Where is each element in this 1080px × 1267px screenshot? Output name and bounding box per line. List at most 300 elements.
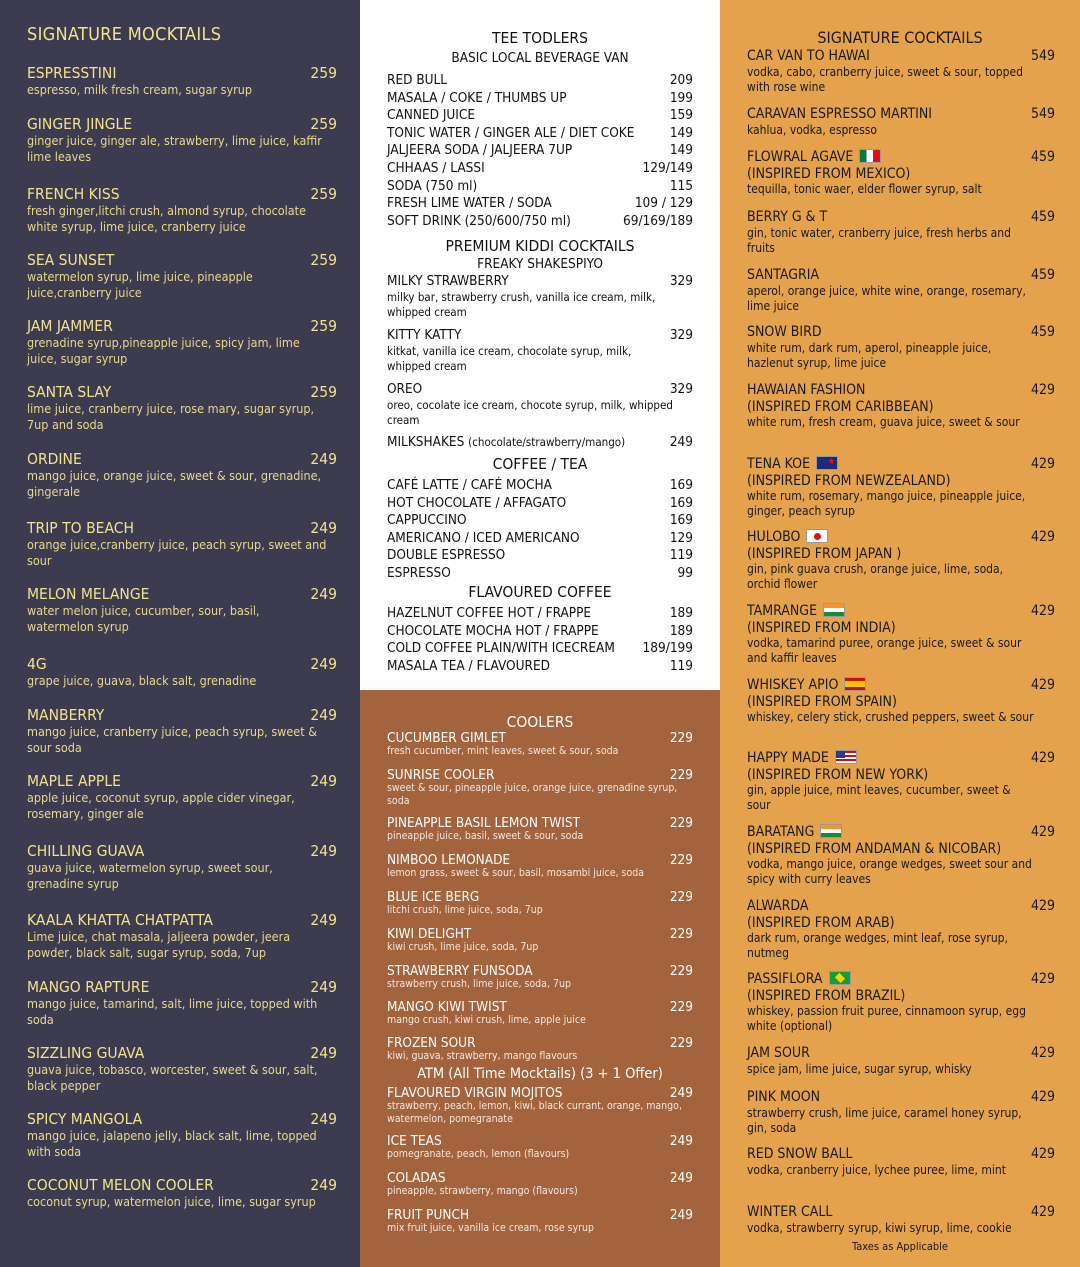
mocktail-price: 249 — [310, 1176, 337, 1194]
cooler-desc: pineapple juice, basil, sweet & sour, soda — [387, 830, 584, 842]
mocktail-price: 259 — [310, 251, 337, 269]
cooler-price: 229 — [669, 1035, 693, 1051]
coffee-price: 99 — [677, 565, 693, 581]
flavoured-coffee-row — [387, 605, 693, 622]
coffee-name: ESPRESSO — [387, 565, 451, 581]
mocktail-item — [27, 911, 337, 961]
cocktail-desc: whiskey, passion fruit puree, cinnamoon syrup, egg white (optional) — [747, 1004, 1026, 1033]
beverage-name: CHHAAS / LASSI — [387, 160, 485, 176]
shake-price: 329 — [669, 381, 693, 397]
cocktail-name-line — [747, 677, 1055, 694]
beverage-name: TONIC WATER / GINGER ALE / DIET COKE — [387, 124, 635, 141]
cooler-desc: kiwi crush, lime juice, soda, 7up — [387, 941, 539, 953]
cocktail-name-line — [747, 824, 1055, 841]
beverage-row — [387, 90, 693, 107]
mocktail-name: GINGER JINGLE — [27, 115, 133, 133]
mocktails-panel — [0, 0, 360, 1267]
atm-name: FLAVOURED VIRGIN MOJITOS — [387, 1085, 563, 1101]
cocktail-desc: tequilla, tonic waer, elder flower syrup, salt — [747, 182, 982, 196]
cocktail-item — [747, 209, 1055, 256]
cocktail-name: HULOBO — [747, 529, 801, 545]
cocktail-desc: white rum, fresh cream, guava juice, sweet & sour — [747, 415, 1020, 429]
cocktail-item — [747, 48, 1055, 95]
cocktail-name: BARATANG — [747, 824, 815, 840]
shake-price: 329 — [669, 273, 693, 289]
beverage-row — [387, 195, 693, 212]
cocktail-desc: whiskey, celery stick, crushed peppers, sweet & sour — [747, 710, 1034, 724]
beverage-name: JALJEERA SODA / JALJEERA 7UP — [387, 142, 573, 159]
cocktail-name: SNOW BIRD — [747, 324, 822, 340]
mocktail-name: SEA SUNSET — [27, 251, 115, 269]
cocktail-price: 459 — [1030, 149, 1055, 165]
mocktail-price: 249 — [310, 585, 337, 603]
cocktail-item — [747, 1045, 1055, 1077]
jp-flag-icon — [806, 529, 828, 543]
mocktail-price: 259 — [310, 115, 337, 133]
mocktail-item — [27, 383, 337, 433]
cocktail-price: 459 — [1030, 267, 1055, 283]
flavoured-coffee-row — [387, 640, 693, 657]
flavoured-coffee-row — [387, 658, 693, 675]
cocktail-name-line — [747, 267, 1055, 284]
shakes-title: FREAKY SHAKESPIYO — [477, 256, 603, 272]
beverage-row — [387, 72, 693, 89]
cocktail-name-line — [747, 529, 1055, 546]
cocktail-name-line — [747, 324, 1055, 341]
mocktail-price: 249 — [310, 655, 337, 673]
mocktail-item — [27, 450, 337, 500]
atm-name: FRUIT PUNCH — [387, 1207, 470, 1223]
mocktail-price: 259 — [310, 317, 337, 335]
mocktail-price: 259 — [310, 383, 337, 401]
mocktail-item — [27, 772, 337, 822]
cocktail-desc: gin, pink guava crush, orange juice, lime, soda, orchid flower — [747, 562, 1004, 591]
cocktail-name: BERRY G & T — [747, 209, 828, 225]
cocktail-price: 429 — [1030, 750, 1055, 766]
cocktail-item — [747, 971, 1055, 1034]
beverage-name: FRESH LIME WATER / SODA — [387, 195, 552, 212]
cocktail-inspired: (INSPIRED FROM BRAZIL) — [747, 987, 906, 1004]
mocktail-price: 249 — [310, 842, 337, 860]
flavoured-coffee-name: COLD COFFEE PLAIN/WITH ICECREAM — [387, 640, 615, 657]
mocktail-desc: lime juice, cranberry juice, rose mary, sugar syrup, 7up and soda — [27, 401, 315, 432]
cocktail-price: 459 — [1030, 324, 1055, 340]
beverage-price: 129/149 — [642, 160, 693, 176]
mocktail-desc: Lime juice, chat masala, jaljeera powder, jeera powder, black salt, sugar syrup, soda, 7up — [27, 929, 291, 960]
cooler-desc: strawberry crush, lime juice, soda, 7up — [387, 978, 571, 990]
atm-desc: pomegranate, peach, lemon (flavours) — [387, 1148, 570, 1160]
mocktail-desc: watermelon syrup, lime juice, pineapple juice,cranberry juice — [27, 269, 253, 300]
cocktail-item — [747, 898, 1055, 961]
cocktail-price: 429 — [1030, 1204, 1055, 1220]
mocktail-item — [27, 519, 337, 569]
cooler-price: 229 — [669, 963, 693, 979]
in-flag-icon — [820, 824, 842, 838]
mocktail-item — [27, 655, 337, 689]
mocktail-item — [27, 706, 337, 756]
coffee-title: COFFEE / TEA — [492, 455, 588, 473]
cooler-name: CUCUMBER GIMLET — [387, 730, 506, 746]
mocktail-item — [27, 251, 337, 301]
beverage-price: 209 — [669, 72, 693, 88]
cocktail-desc: gin, apple juice, mint leaves, cucumber, sweet & sour — [747, 783, 1011, 812]
cocktail-price: 429 — [1030, 1146, 1055, 1162]
mocktail-item — [27, 842, 337, 892]
coffee-name: AMERICANO / ICED AMERICANO — [387, 529, 580, 546]
cocktail-desc: vodka, mango juice, orange wedges, sweet sour and spicy with curry leaves — [747, 857, 1032, 886]
mocktail-item — [27, 978, 337, 1028]
flavoured-coffee-name: HAZELNUT COFFEE HOT / FRAPPE — [387, 605, 592, 621]
cocktail-desc: gin, tonic water, cranberry juice, fresh herbs and fruits — [747, 225, 1011, 255]
shake-desc: kitkat, vanilla ice cream, chocolate syrup, milk, whipped cream — [387, 344, 632, 373]
coffee-price: 169 — [669, 494, 693, 511]
mocktail-item — [27, 585, 337, 635]
coffee-name: DOUBLE ESPRESSO — [387, 547, 506, 564]
coffee-name: CAPPUCCINO — [387, 512, 467, 529]
mocktail-name: ESPRESSTINI — [27, 64, 117, 82]
cocktail-desc: white rum, dark rum, aperol, pineapple juice, hazlenut syrup, lime juice — [747, 340, 992, 370]
atm-name: ICE TEAS — [387, 1133, 442, 1149]
mocktail-name: KAALA KHATTA CHATPATTA — [27, 911, 213, 929]
cocktail-name: PASSIFLORA — [747, 971, 823, 987]
cocktail-desc: vodka, cranberry juice, lychee puree, lime, mint — [747, 1162, 1006, 1177]
coffee-row — [387, 547, 693, 564]
mocktail-name: MANGO RAPTURE — [27, 978, 150, 996]
mocktail-desc: mango juice, cranberry juice, peach syrup, sweet & sour soda — [27, 724, 317, 755]
nz-flag-icon — [816, 456, 838, 470]
mocktail-name: COCONUT MELON COOLER — [27, 1176, 214, 1194]
cocktail-inspired: (INSPIRED FROM JAPAN ) — [747, 545, 902, 562]
cooler-price: 229 — [669, 852, 693, 868]
beverage-name: RED BULL — [387, 72, 448, 88]
beverage-price: 149 — [669, 124, 693, 141]
beverage-row — [387, 142, 693, 159]
flavoured-coffee-price: 189/199 — [642, 640, 693, 657]
mocktail-desc: guava juice, watermelon syrup, sweet sour, grenadine syrup — [27, 860, 273, 891]
flavoured-coffee-price: 119 — [669, 657, 693, 674]
mocktail-price: 249 — [310, 772, 337, 790]
shake-row — [387, 381, 693, 398]
shake-desc: milky bar, strawberry crush, vanilla ice cream, milk, whipped cream — [387, 290, 656, 319]
cocktail-inspired: (INSPIRED FROM INDIA) — [747, 619, 896, 636]
atm-desc: mix fruit juice, vanilla ice cream, rose syrup — [387, 1222, 595, 1234]
coffee-price: 169 — [669, 477, 693, 493]
coffee-name: CAFÉ LATTE / CAFÉ MOCHA — [387, 477, 552, 493]
mocktail-name: CHILLING GUAVA — [27, 842, 145, 860]
beverages-panel — [360, 0, 720, 690]
beverage-row — [387, 160, 693, 177]
mocktail-desc: grenadine syrup,pineapple juice, spicy jam, lime juice, sugar syrup — [27, 335, 300, 366]
mocktail-desc: mango juice, jalapeno jelly, black salt, lime, topped with soda — [27, 1128, 317, 1159]
mocktail-desc: grape juice, guava, black salt, grenadine — [27, 673, 257, 688]
coffee-price: 129 — [669, 529, 693, 546]
cocktail-item — [747, 824, 1055, 887]
shake-name: KITTY KATTY — [387, 327, 462, 343]
milkshakes-price: 249 — [669, 434, 693, 450]
beverage-row — [387, 213, 693, 230]
cocktail-name-line — [747, 898, 1055, 915]
cocktail-price: 429 — [1030, 382, 1055, 398]
cocktail-desc: spice jam, lime juice, sugar syrup, whisky — [747, 1061, 972, 1076]
cocktail-price: 429 — [1030, 824, 1055, 840]
cocktail-name: SANTAGRIA — [747, 267, 820, 283]
cocktail-inspired: (INSPIRED FROM SPAIN) — [747, 693, 897, 710]
cocktail-item — [747, 456, 1055, 519]
mocktail-price: 249 — [310, 450, 337, 468]
cocktail-name-line — [747, 1089, 1055, 1106]
mocktail-price: 249 — [310, 978, 337, 996]
cooler-desc: sweet & sour, pineapple juice, orange juice, grenadine syrup, soda — [387, 782, 678, 807]
cooler-desc: kiwi, guava, strawberry, mango flavours — [387, 1050, 578, 1062]
cooler-desc: litchi crush, lime juice, soda, 7up — [387, 904, 543, 916]
atm-title: ATM (All Time Mocktails) (3 + 1 Offer) — [417, 1066, 663, 1082]
flavoured-coffee-row — [387, 623, 693, 640]
coffee-row — [387, 495, 693, 512]
cooler-name: SUNRISE COOLER — [387, 767, 495, 783]
mocktail-price: 259 — [310, 64, 337, 82]
cocktail-name: CARAVAN ESPRESSO MARTINI — [747, 106, 932, 122]
cocktail-inspired: (INSPIRED FROM MEXICO) — [747, 165, 911, 182]
mocktail-name: MANBERRY — [27, 706, 105, 724]
mocktail-item — [27, 1044, 337, 1094]
coffee-row — [387, 512, 693, 529]
cocktail-name-line — [747, 382, 1055, 399]
beverage-price: 199 — [669, 89, 693, 106]
milkshakes-row — [387, 434, 693, 451]
beverage-price: 149 — [669, 142, 693, 159]
mocktail-desc: guava juice, tobasco, worcester, sweet & sour, salt, black pepper — [27, 1062, 318, 1093]
cocktail-price: 459 — [1030, 209, 1055, 225]
flavoured-coffee-price: 189 — [669, 605, 693, 621]
cocktail-name-line — [747, 1204, 1055, 1221]
cocktail-name: JAM SOUR — [747, 1045, 810, 1061]
mocktail-desc: mango juice, tamarind, salt, lime juice, topped with soda — [27, 996, 318, 1027]
mocktail-item — [27, 64, 337, 98]
cocktail-name: TENA KOE — [747, 456, 811, 472]
mocktail-name: 4G — [27, 655, 47, 673]
beverage-price: 159 — [669, 107, 693, 124]
beverage-row — [387, 125, 693, 142]
cooler-price: 229 — [669, 767, 693, 783]
cooler-name: STRAWBERRY FUNSODA — [387, 963, 533, 979]
mocktail-desc: apple juice, coconut syrup, apple cider vinegar, rosemary, ginger ale — [27, 790, 295, 821]
cocktail-name: WINTER CALL — [747, 1204, 833, 1220]
mocktail-item — [27, 1110, 337, 1160]
cocktail-name-line — [747, 149, 1055, 166]
beverage-name: SOFT DRINK (250/600/750 ml) — [387, 212, 571, 229]
cocktail-desc: white rum, rosemary, mango juice, pineapple juice, ginger, peach syrup — [747, 489, 1026, 518]
atm-price: 249 — [669, 1133, 693, 1149]
mocktail-name: FRENCH KISS — [27, 185, 120, 203]
cocktail-price: 429 — [1030, 898, 1055, 914]
cocktail-desc: aperol, orange juice, white wine, orange, rosemary, lime juice — [747, 283, 1026, 313]
cocktail-item — [747, 1146, 1055, 1178]
kiddi-title: PREMIUM KIDDI COCKTAILS — [445, 237, 635, 255]
mocktail-item — [27, 115, 337, 165]
cooler-desc: fresh cucumber, mint leaves, sweet & sour, soda — [387, 745, 619, 757]
cocktail-item — [747, 149, 1055, 197]
beverage-price: 69/169/189 — [623, 212, 693, 229]
cocktail-name-line — [747, 603, 1055, 620]
mocktail-name: SPICY MANGOLA — [27, 1110, 143, 1128]
cocktail-item — [747, 529, 1055, 592]
cocktail-inspired: (INSPIRED FROM ARAB) — [747, 914, 895, 931]
beverage-row — [387, 107, 693, 124]
cocktail-price: 549 — [1030, 106, 1055, 122]
mocktail-desc: orange juice,cranberry juice, peach syrup, sweet and sour — [27, 537, 327, 568]
cocktail-item — [747, 1089, 1055, 1136]
coffee-name: HOT CHOCOLATE / AFFAGATO — [387, 494, 567, 511]
cooler-desc: lemon grass, sweet & sour, basil, mosambi juice, soda — [387, 867, 645, 879]
cocktail-item — [747, 1204, 1055, 1236]
cocktail-price: 429 — [1030, 971, 1055, 987]
cooler-name: BLUE ICE BERG — [387, 889, 480, 905]
mocktail-item — [27, 1176, 337, 1210]
atm-price: 249 — [669, 1170, 693, 1186]
cooler-name: MANGO KIWI TWIST — [387, 999, 507, 1015]
cocktail-name: HAPPY MADE — [747, 750, 829, 766]
in-flag-icon — [823, 603, 845, 617]
cocktail-price: 549 — [1030, 48, 1055, 64]
cooler-desc: mango crush, kiwi crush, lime, apple juice — [387, 1014, 586, 1026]
atm-price: 249 — [669, 1207, 693, 1223]
cocktail-name-line — [747, 48, 1055, 65]
cocktail-desc: vodka, strawberry syrup, kiwi syrup, lime, cookie — [747, 1220, 1012, 1235]
cooler-price: 229 — [669, 889, 693, 905]
cocktail-price: 429 — [1030, 1045, 1055, 1061]
br-flag-icon — [829, 971, 851, 985]
cocktail-item — [747, 603, 1055, 666]
cocktail-name-line — [747, 456, 1055, 473]
cocktail-item — [747, 267, 1055, 314]
mocktail-desc: espresso, milk fresh cream, sugar syrup — [27, 82, 253, 97]
cooler-price: 229 — [669, 999, 693, 1015]
cocktail-name-line — [747, 106, 1055, 123]
coffee-price: 169 — [669, 512, 693, 529]
cocktail-desc: vodka, tamarind puree, orange juice, sweet & sour and kaffir leaves — [747, 636, 1022, 665]
beverage-price: 115 — [669, 177, 693, 194]
cocktail-desc: vodka, cabo, cranberry juice, sweet & sour, topped with rose wine — [747, 64, 1023, 94]
milkshakes-name: MILKSHAKES — [387, 434, 465, 450]
beverage-van-title: BASIC LOCAL BEVERAGE VAN — [451, 50, 629, 66]
mx-flag-icon — [859, 149, 881, 163]
mocktail-name: SIZZLING GUAVA — [27, 1044, 145, 1062]
mocktail-name: SANTA SLAY — [27, 383, 112, 401]
coffee-price: 119 — [669, 547, 693, 564]
mocktail-price: 259 — [310, 185, 337, 203]
mocktail-name: MAPLE APPLE — [27, 772, 121, 790]
beverage-name: SODA (750 ml) — [387, 177, 478, 194]
beverage-name: CANNED JUICE — [387, 107, 476, 124]
coffee-row — [387, 565, 693, 582]
cocktail-item — [747, 677, 1055, 725]
cooler-name: PINEAPPLE BASIL LEMON TWIST — [387, 815, 581, 831]
cooler-name: FROZEN SOUR — [387, 1035, 476, 1051]
cocktail-name: HAWAIAN FASHION — [747, 382, 866, 398]
mocktail-item — [27, 185, 337, 235]
mocktail-price: 249 — [310, 911, 337, 929]
cocktail-name-line — [747, 209, 1055, 226]
mocktail-name: JAM JAMMER — [27, 317, 113, 335]
cocktail-price: 429 — [1030, 456, 1055, 472]
beverage-row — [387, 178, 693, 195]
cocktail-inspired: (INSPIRED FROM CARIBBEAN) — [747, 398, 934, 415]
cooler-name: NIMBOO LEMONADE — [387, 852, 511, 868]
mocktail-price: 249 — [310, 706, 337, 724]
flavoured-coffee-name: MASALA TEA / FLAVOURED — [387, 657, 550, 674]
cocktail-inspired: (INSPIRED FROM NEW YORK) — [747, 766, 929, 783]
flavoured-coffee-title: FLAVOURED COFFEE — [468, 583, 612, 601]
mocktails-title: SIGNATURE MOCKTAILS — [27, 24, 222, 45]
cocktail-name: FLOWRAL AGAVE — [747, 149, 854, 165]
mocktail-desc: ginger juice, ginger ale, strawberry, lime juice, kaffir lime leaves — [27, 133, 322, 164]
cooler-name: KIWI DELIGHT — [387, 926, 472, 942]
beverage-price: 109 / 129 — [634, 195, 693, 212]
mocktail-price: 249 — [310, 1044, 337, 1062]
cocktail-item — [747, 382, 1055, 430]
milkshakes-note: (chocolate/strawberry/mango) — [468, 435, 626, 449]
mocktail-name: ORDINE — [27, 450, 82, 468]
cocktail-desc: kahlua, vodka, espresso — [747, 122, 877, 137]
shake-price: 329 — [669, 327, 693, 343]
cocktail-price: 429 — [1030, 677, 1055, 693]
cocktail-item — [747, 750, 1055, 813]
mocktail-desc: mango juice, orange juice, sweet & sour, grenadine, gingerale — [27, 468, 322, 499]
beverage-name: MASALA / COKE / THUMBS UP — [387, 89, 567, 106]
mocktail-name: MELON MELANGE — [27, 585, 150, 603]
cocktails-title: SIGNATURE COCKTAILS — [817, 28, 983, 47]
coffee-row — [387, 530, 693, 547]
cocktail-item — [747, 324, 1055, 371]
cooler-price: 229 — [669, 815, 693, 831]
mocktail-item — [27, 317, 337, 367]
cocktail-price: 429 — [1030, 529, 1055, 545]
mocktail-desc: fresh ginger,litchi crush, almond syrup, chocolate white syrup, lime juice, cranberry juice — [27, 203, 306, 234]
coolers-title: COOLERS — [506, 713, 574, 731]
cocktail-name: WHISKEY APIO — [747, 677, 839, 693]
cocktail-name: RED SNOW BALL — [747, 1146, 853, 1162]
atm-desc: strawberry, peach, lemon, kiwi, black currant, orange, mango, watermelon, pomegranate — [387, 1100, 682, 1125]
cocktail-name: ALWARDA — [747, 898, 809, 914]
taxes-note: Taxes as Applicable — [851, 1240, 949, 1253]
cocktail-name-line — [747, 1146, 1055, 1163]
mocktail-desc: water melon juice, cucumber, sour, basil, watermelon syrup — [27, 603, 260, 634]
shake-name: OREO — [387, 381, 423, 397]
us-flag-icon — [835, 750, 857, 764]
cocktail-name: CAR VAN TO HAWAI — [747, 48, 870, 64]
cocktail-name-line — [747, 750, 1055, 767]
atm-name: COLADAS — [387, 1170, 446, 1186]
atm-desc: pineapple, strawberry, mango (flavours) — [387, 1185, 578, 1197]
coffee-row — [387, 477, 693, 494]
mocktail-name: TRIP TO BEACH — [27, 519, 134, 537]
cocktail-name: TAMRANGE — [747, 603, 818, 619]
es-flag-icon — [844, 677, 866, 691]
tee-todlers-title: TEE TODLERS — [492, 29, 588, 47]
cocktail-desc: dark rum, orange wedges, mint leaf, rose syrup, nutmeg — [747, 931, 1008, 960]
cocktail-price: 429 — [1030, 1089, 1055, 1105]
mocktail-desc: coconut syrup, watermelon juice, lime, sugar syrup — [27, 1194, 316, 1209]
cocktail-inspired: (INSPIRED FROM ANDAMAN & NICOBAR) — [747, 840, 1002, 857]
cooler-price: 229 — [669, 926, 693, 942]
flavoured-coffee-name: CHOCOLATE MOCHA HOT / FRAPPE — [387, 622, 599, 639]
cocktail-name-line — [747, 1045, 1055, 1062]
mocktail-price: 249 — [310, 519, 337, 537]
cocktail-item — [747, 106, 1055, 138]
cocktails-panel — [720, 0, 1080, 1267]
flavoured-coffee-price: 189 — [669, 622, 693, 639]
shake-row — [387, 327, 693, 344]
